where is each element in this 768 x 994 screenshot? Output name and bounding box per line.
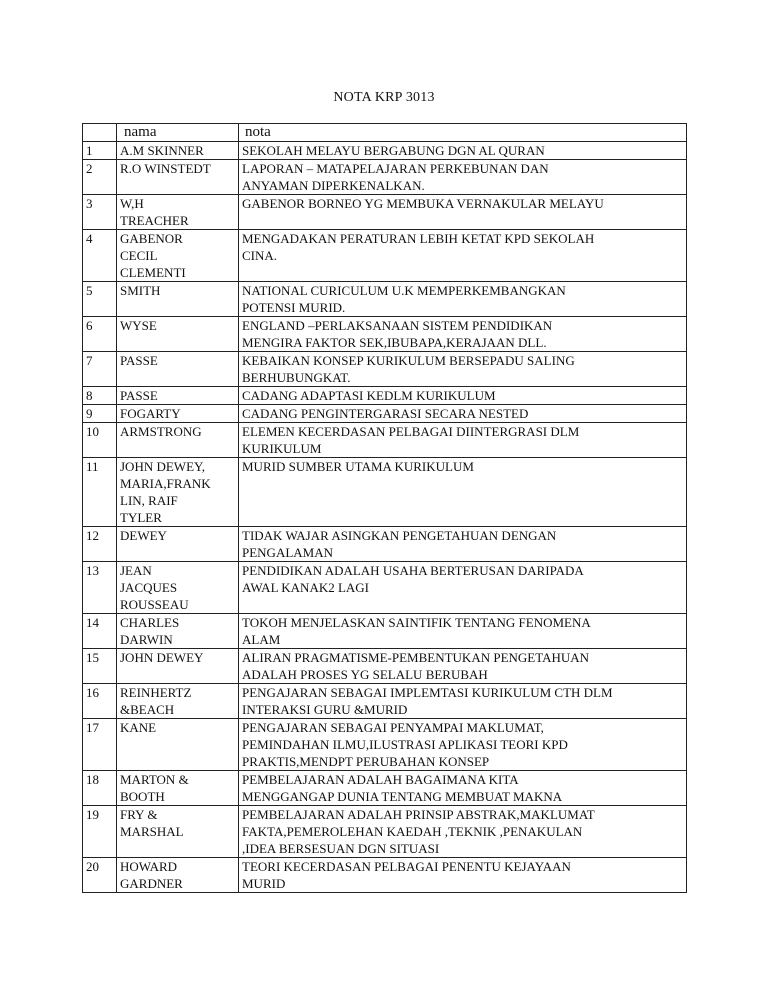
table-row	[83, 684, 687, 719]
row-nota: PENDIDIKAN ADALAH USAHA BERTERUSAN DARIPADA AWAL KANAK2 LAGI	[239, 562, 687, 614]
row-number: 13	[83, 562, 117, 614]
row-nama: GABENOR CECIL CLEMENTI	[117, 230, 239, 282]
row-number: 12	[83, 527, 117, 562]
header-no	[83, 124, 117, 142]
row-nota: TIDAK WAJAR ASINGKAN PENGETAHUAN DENGAN PENGALAMAN	[239, 527, 687, 562]
table-row	[83, 387, 687, 405]
row-nota: GABENOR BORNEO YG MEMBUKA VERNAKULAR MELAYU	[239, 195, 687, 230]
row-number: 3	[83, 195, 117, 230]
table-row	[83, 806, 687, 858]
row-nama: PASSE	[117, 352, 239, 387]
row-number: 20	[83, 858, 117, 893]
row-nota: PEMBELAJARAN ADALAH BAGAIMANA KITA MENGGANGAP DUNIA TENTANG MEMBUAT MAKNA	[239, 771, 687, 806]
row-number: 1	[83, 142, 117, 160]
table-row	[83, 160, 687, 195]
table-row	[83, 423, 687, 458]
row-number: 15	[83, 649, 117, 684]
table-row	[83, 527, 687, 562]
row-nota: NATIONAL CURICULUM U.K MEMPERKEMBANGKAN POTENSI MURID.	[239, 282, 687, 317]
row-nota: ELEMEN KECERDASAN PELBAGAI DIINTERGRASI DLM KURIKULUM	[239, 423, 687, 458]
row-nama: MARTON & BOOTH	[117, 771, 239, 806]
row-nota: PENGAJARAN SEBAGAI IMPLEMTASI KURIKULUM CTH DLM INTERAKSI GURU &MURID	[239, 684, 687, 719]
row-number: 14	[83, 614, 117, 649]
row-nama: DEWEY	[117, 527, 239, 562]
row-number: 5	[83, 282, 117, 317]
table-row	[83, 142, 687, 160]
nota-table	[82, 123, 687, 893]
row-nama: FOGARTY	[117, 405, 239, 423]
row-nama: CHARLES DARWIN	[117, 614, 239, 649]
row-number: 16	[83, 684, 117, 719]
row-nama: A.M SKINNER	[117, 142, 239, 160]
table-row	[83, 352, 687, 387]
row-number: 18	[83, 771, 117, 806]
row-nama: WYSE	[117, 317, 239, 352]
table-row	[83, 458, 687, 527]
table-row	[83, 282, 687, 317]
table-row	[83, 649, 687, 684]
table-row	[83, 230, 687, 282]
row-nama: KANE	[117, 719, 239, 771]
row-nota: KEBAIKAN KONSEP KURIKULUM BERSEPADU SALING BERHUBUNGKAT.	[239, 352, 687, 387]
row-number: 7	[83, 352, 117, 387]
table-row	[83, 562, 687, 614]
row-number: 8	[83, 387, 117, 405]
table-row	[83, 771, 687, 806]
row-nota: TOKOH MENJELASKAN SAINTIFIK TENTANG FENOMENA ALAM	[239, 614, 687, 649]
row-nama: HOWARD GARDNER	[117, 858, 239, 893]
row-nota: TEORI KECERDASAN PELBAGAI PENENTU KEJAYAAN MURID	[239, 858, 687, 893]
row-number: 11	[83, 458, 117, 527]
row-nama: JOHN DEWEY, MARIA,FRANK LIN, RAIF TYLER	[117, 458, 239, 527]
page-title: NOTA KRP 3013	[333, 90, 435, 105]
table-row	[83, 858, 687, 893]
row-nota: CADANG ADAPTASI KEDLM KURIKULUM	[239, 387, 687, 405]
row-number: 10	[83, 423, 117, 458]
row-number: 4	[83, 230, 117, 282]
row-nama: JEAN JACQUES ROUSSEAU	[117, 562, 239, 614]
table-row	[83, 719, 687, 771]
header-nota: nota	[239, 124, 687, 142]
table-row	[83, 195, 687, 230]
row-nota: PENGAJARAN SEBAGAI PENYAMPAI MAKLUMAT, PEMINDAHAN ILMU,ILUSTRASI APLIKASI TEORI KPD PRAKTIS,MENDPT PERUBAHAN KONSEP	[239, 719, 687, 771]
row-nota: CADANG PENGINTERGARASI SECARA NESTED	[239, 405, 687, 423]
row-nota: LAPORAN – MATAPELAJARAN PERKEBUNAN DAN ANYAMAN DIPERKENALKAN.	[239, 160, 687, 195]
row-nota: MENGADAKAN PERATURAN LEBIH KETAT KPD SEKOLAH CINA.	[239, 230, 687, 282]
row-number: 6	[83, 317, 117, 352]
row-nota: SEKOLAH MELAYU BERGABUNG DGN AL QURAN	[239, 142, 687, 160]
row-number: 2	[83, 160, 117, 195]
table-body	[83, 142, 687, 893]
table-row	[83, 614, 687, 649]
table-header-row	[83, 124, 687, 142]
table-row	[83, 317, 687, 352]
row-nama: REINHERTZ &BEACH	[117, 684, 239, 719]
row-nama: W,H TREACHER	[117, 195, 239, 230]
row-nota: PEMBELAJARAN ADALAH PRINSIP ABSTRAK,MAKLUMAT FAKTA,PEMEROLEHAN KAEDAH ,TEKNIK ,PENAKULAN ,IDEA BERSESUAN DGN SITUASI	[239, 806, 687, 858]
row-nota: ALIRAN PRAGMATISME-PEMBENTUKAN PENGETAHUAN ADALAH PROSES YG SELALU BERUBAH	[239, 649, 687, 684]
table-row	[83, 405, 687, 423]
row-nama: PASSE	[117, 387, 239, 405]
row-nama: JOHN DEWEY	[117, 649, 239, 684]
row-number: 19	[83, 806, 117, 858]
row-nota: MURID SUMBER UTAMA KURIKULUM	[239, 458, 687, 527]
row-nama: SMITH	[117, 282, 239, 317]
row-number: 17	[83, 719, 117, 771]
row-nota: ENGLAND –PERLAKSANAAN SISTEM PENDIDIKAN MENGIRA FAKTOR SEK,IBUBAPA,KERAJAAN DLL.	[239, 317, 687, 352]
row-nama: FRY & MARSHAL	[117, 806, 239, 858]
header-nama: nama	[117, 124, 239, 142]
row-number: 9	[83, 405, 117, 423]
row-nama: ARMSTRONG	[117, 423, 239, 458]
row-nama: R.O WINSTEDT	[117, 160, 239, 195]
